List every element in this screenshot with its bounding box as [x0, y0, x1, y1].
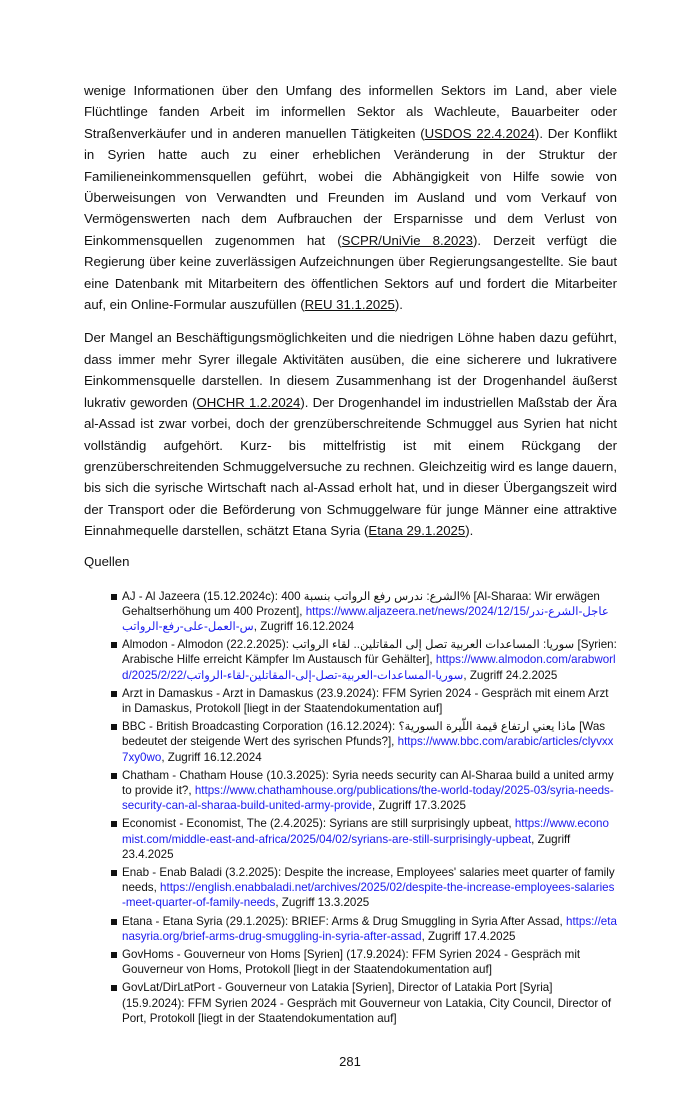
paragraph [84, 327, 617, 541]
source-item [112, 816, 617, 862]
source-item [112, 865, 617, 911]
source-url-link[interactable]: https://www.bbc.com/arabic/articles/clyvxx7xy0wo [122, 735, 614, 764]
sources-heading: Quellen [84, 553, 130, 569]
source-text: GovHoms - Gouverneur von Homs [Syrien] (17.9.2024): FFM Syrien 2024 - Gespräch mit Gouverneur von Homs, Protokoll [liegt in der Staatendokumentation auf] [122, 948, 581, 977]
source-item [112, 947, 617, 977]
paragraph [84, 80, 617, 315]
citation-link[interactable]: REU 31.1.2025 [304, 297, 395, 313]
source-url-link[interactable]: https://www.chathamhouse.org/publications/the-world-today/2025-03/syria-needs-security-can-al-sharaa-build-united-army-provide [122, 783, 614, 813]
source-access-date: , Zugriff 17.3.2025 [372, 799, 466, 813]
source-url-link[interactable]: https://www.economist.com/middle-east-and-africa/2025/04/02/syrians-are-still-surprisingly-upbeat [122, 817, 609, 846]
page-number: 281 [339, 1054, 361, 1070]
source-access-date: , Zugriff 24.2.2025 [463, 668, 558, 682]
source-access-date: , Zugriff 23.4.2025 [122, 832, 571, 861]
source-item [112, 589, 617, 635]
source-access-date: , Zugriff 16.12.2024 [161, 750, 262, 764]
source-url-link[interactable]: https://etanasyria.org/brief-arms-drug-smuggling-in-syria-after-assad [122, 914, 617, 943]
source-text: Chatham - Chatham House (10.3.2025): Syria needs security can Al-Sharaa build a united army to provide it?, [122, 768, 614, 797]
source-text: Etana - Etana Syria (29.1.2025): BRIEF: Arms & Drug Smuggling in Syria After Assad, [122, 914, 566, 928]
source-item [112, 686, 617, 716]
source-item [112, 914, 617, 944]
source-text: Arzt in Damaskus - Arzt in Damaskus (23.9.2024): FFM Syrien 2024 - Gespräch mit einem Arzt in Damaskus, Protokoll [liegt in der Staatendokumentation auf] [122, 686, 609, 715]
paragraph-text: Der Mangel an Beschäftigungsmöglichkeiten und die niedrigen Löhne haben dazu geführt, dass immer mehr Syrer illegale Aktivitäten ausüben, die eine sicherere und lukrativere Einkommensquelle darstellen. In diesem Zusammenhang ist der Drogenhandel äußerst lukrativ geworden ( [84, 330, 617, 410]
paragraph-text: ). [465, 523, 474, 539]
source-text: BBC - British Broadcasting Corporation (16.12.2024): ماذا يعني ارتفاع قيمة اللّيرة السورية؟ [Was bedeutet der steigende Wert des syrischen Pfunds?], [122, 720, 606, 749]
source-text: Economist - Economist, The (2.4.2025): Syrians are still surprisingly upbeat, [122, 817, 515, 831]
sources-list [84, 589, 617, 1026]
source-text: Almodon - Almodon (22.2.2025): سوريا: المساعدات العربية تصل إلى المقاتلين.. لقاء الرواتب [Syrien: Arabische Hilfe erreicht Kämpfer Im Austausch für Gehälter], [122, 638, 617, 667]
source-url-link[interactable]: https://www.aljazeera.net/news/2024/12/15/عاجل-الشرع-ندرس-العمل-على-رفع-الرواتب [122, 604, 609, 633]
source-item [112, 637, 617, 683]
source-url-link[interactable]: https://www.almodon.com/arabworld/2025/2/22/سوريا-المساعدات-العربية-تصل-إلى-المقاتلين-لقاء-الرواتب [122, 653, 616, 682]
citation-link[interactable]: SCPR/UniVie 8.2023 [341, 232, 473, 248]
source-url-link[interactable]: https://english.enabbaladi.net/archives/2025/02/despite-the-increase-employees-salaries-meet-quarter-of-family-needs [122, 881, 615, 910]
citation-link[interactable]: USDOS 22.4.2024 [424, 125, 535, 141]
source-text: GovLat/DirLatPort - Gouverneur von Latakia [Syrien], Director of Latakia Port [Syria] (15.9.2024): FFM Syrien 2024 - Gespräch mit Gouverneur von Latakia, City Council, Director of Port, Protokoll [liegt in der Staatendokumentation auf] [122, 981, 612, 1025]
source-text: Enab - Enab Baladi (3.2.2025): Despite the increase, Employees' salaries meet quarter of family needs, [122, 865, 615, 895]
citation-link[interactable]: Etana 29.1.2025 [368, 523, 466, 539]
paragraph-text: ). Der Drogenhandel im industriellen Maßstab der Ära al-Assad ist zwar vorbei, doch der grenzüberschreitende Schmuggel aus Syrien hat nicht vollständig aufgehört. Kurz- bis mittelfristig ist mit einem Rückgang der grenzüberschreitenden Schmuggelversuche zu rechnen. Gleichzeitig wird es lange dauern, bis sich die syrische Wirtschaft nach al-Assad erholt hat, und in dieser Übergangszeit wird der Transport oder die Beförderung von Schmuggelware für junge Männer eine attraktive Einnahmequelle darstellen, schätzt Etana Syria ( [84, 394, 617, 539]
source-item [112, 980, 617, 1026]
body-text [84, 80, 617, 542]
paragraph-text: ). Derzeit verfügt die Regierung über keine zuverlässigen Aufzeichnungen über Regierungsangestellte. Sie baut eine Datenbank mit Mitarbeitern des öffentlichen Sektors auf und fordert die Mitarbeiter auf, ein Online-Formular auszufüllen ( [84, 232, 618, 313]
source-item [112, 768, 617, 814]
document-page [84, 0, 617, 1026]
source-access-date: , Zugriff 16.12.2024 [253, 619, 355, 633]
paragraph-text: ). [394, 297, 403, 313]
source-item [112, 719, 617, 765]
paragraph-text: wenige Informationen über den Umfang des informellen Sektors im Land, aber viele Flüchtlinge fanden Arbeit im informellen Sektor als Wachleute, Bauarbeiter oder Straßenverkäufer und in anderen manuellen Tätigkeiten ( [84, 83, 617, 141]
source-access-date: , Zugriff 13.3.2025 [275, 896, 370, 910]
citation-link[interactable]: OHCHR 1.2.2024 [196, 394, 301, 410]
source-text: AJ - Al Jazeera (15.12.2024c): الشرع: ندرس رفع الرواتب بنسبة 400% [Al-Sharaa: Wir erwägen Gehaltserhöhung um 400 Prozent], [122, 589, 600, 618]
paragraph-text: ). Der Konflikt in Syrien hatte auch zu einer erheblichen Veränderung in der Struktur der Familieneinkommensquellen geführt, wobei die Abhängigkeit von Hilfe sowie von Überweisungen von Verwandten und Freunden im Ausland und vom Verkauf von Vermögenswerten nach dem Aufbrauchen der Ersparnisse und dem Verlust von Einkommensquellen zugenommen hat ( [84, 125, 617, 248]
source-access-date: , Zugriff 17.4.2025 [421, 929, 516, 943]
